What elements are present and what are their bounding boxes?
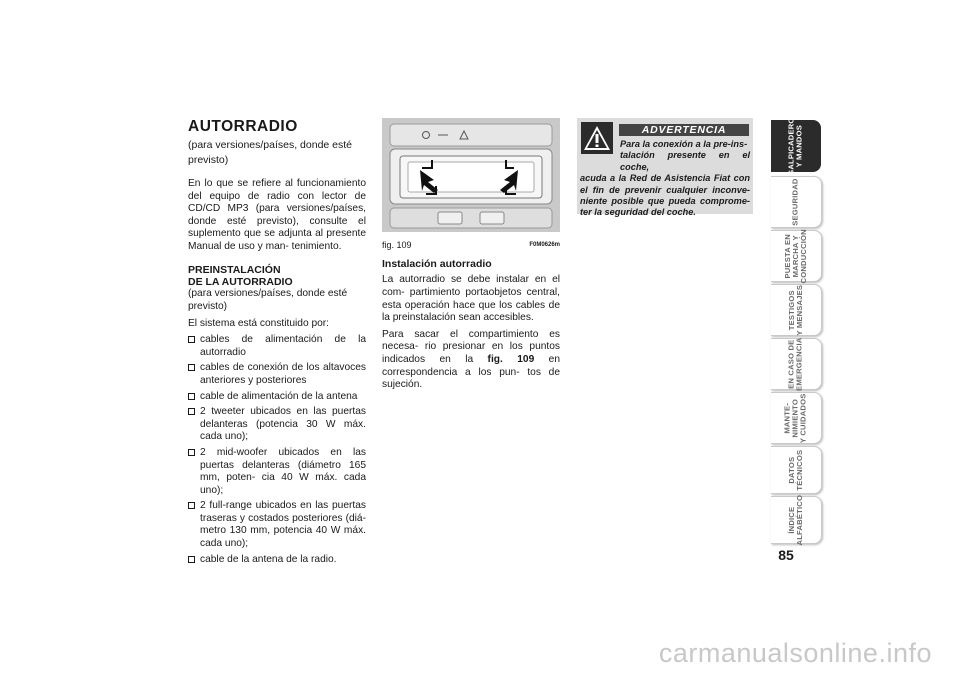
figure-reference: fig. 109 (487, 353, 535, 365)
console-compartment-illustration (382, 118, 560, 232)
tab-label: DATOS TÉCNICOS (786, 449, 804, 491)
tab-label: SEGURIDAD (790, 178, 800, 226)
column-left (188, 118, 366, 569)
tab-label: PUESTA EN MARCHA Y CONDUCCIÓN (782, 228, 809, 284)
tab-indice-alfabetico[interactable] (771, 496, 822, 544)
figure-109-image (382, 118, 560, 232)
list-item: 2 full-range ubicados en las puertas traseras y costados posteriores (diá- metro 130 mm, potencia 40 W máx. cada uno); (188, 500, 366, 550)
tab-puesta-en-marcha[interactable] (771, 230, 822, 282)
install-p2-text-b: en correspondencia a los pun- tos de sujeción. (382, 353, 560, 391)
section-title: AUTORRADIO (188, 118, 298, 135)
list-item: cables de alimentación de la autorradio (188, 334, 366, 359)
tab-label: SALPICADERO Y MANDOS (786, 117, 805, 175)
install-heading: Instalación autorradio (382, 258, 492, 270)
tab-label: MANTE- NIMIENTO Y CUIDADOS (782, 393, 809, 443)
column-middle (382, 118, 560, 402)
install-paragraph-1: La autorradio se debe instalar en el com- partimiento portaobjetos central, esta operación hace que los cables de la preinstalación sean accesibles. (382, 274, 560, 324)
preinstall-heading-2: DE LA AUTORRADIO (188, 275, 293, 288)
warning-line-2: talación presente en el coche, (620, 150, 750, 172)
tab-datos-tecnicos[interactable] (771, 446, 822, 494)
section-subtitle: (para versiones/países, donde esté previsto) (188, 139, 353, 166)
list-item: cables de conexión de los altavoces anteriores y posteriores (188, 362, 366, 387)
page-number: 85 (778, 547, 794, 563)
install-p2-text-a: Para sacar el compartimiento es necesa- rio presionar en los puntos indicados en la (382, 328, 560, 365)
preinstall-heading-1: PREINSTALACIÓN (188, 263, 281, 276)
tab-testigos-y-mensajes[interactable] (771, 284, 822, 336)
tab-en-caso-de-emergencia[interactable] (771, 338, 822, 390)
figure-caption (382, 232, 560, 252)
warning-text (580, 139, 750, 219)
tab-label: ÍNDICE ALFABÉTICO (786, 494, 805, 546)
figure-label: fig. 109 (382, 240, 412, 251)
tab-mantenimiento[interactable] (771, 392, 822, 444)
watermark: carmanualsonline.info (658, 638, 932, 668)
tab-seguridad[interactable] (771, 176, 822, 228)
figure-code: F0M0626m (529, 242, 560, 249)
tab-label: EN CASO DE EMERGENCIA (786, 337, 805, 391)
warning-line-1: Para la conexión a la pre-ins- (620, 139, 748, 149)
preinstall-lead: El sistema está constituido por: (188, 317, 329, 329)
preinstall-subtitle: (para versiones/países, donde esté previsto) (188, 288, 348, 312)
list-item: 2 tweeter ubicados en las puertas delanteras (potencia 30 W máx. cada uno); (188, 406, 366, 444)
intro-paragraph: En lo que se refiere al funcionamiento del equipo de radio con lector de CD/CD MP3 (para versiones/países, donde esté previsto), consulte el suplemento que se adjunta al presente Manual de uso y man- tenimiento. (188, 178, 366, 252)
warning-box (577, 118, 753, 218)
warning-title: ADVERTENCIA (619, 124, 749, 136)
warning-rest: acuda a la Red de Asistencia Fiat con el fin de prevenir cualquier inconve- niente posible que pueda comprome- ter la seguridad del coche. (580, 173, 750, 218)
tab-salpicadero-y-mandos[interactable] (771, 117, 821, 175)
list-item: cable de alimentación de la antena (188, 391, 366, 404)
install-paragraph-2 (382, 329, 560, 392)
tab-label: TESTIGOS Y MENSAJES (786, 284, 805, 336)
list-item: 2 mid-woofer ubicados en las puertas delanteras (diámetro 165 mm, poten- cia 40 W máx. cada uno); (188, 447, 366, 497)
list-item: cable de la antena de la radio. (188, 554, 366, 567)
component-list (188, 334, 366, 566)
